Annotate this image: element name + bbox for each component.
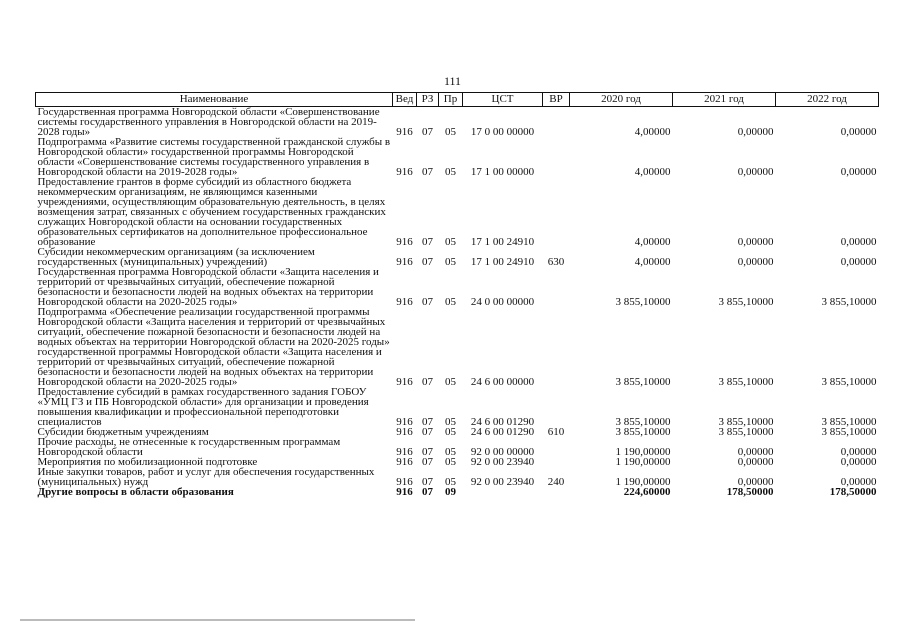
cell-y2020: 1 190,00000 [615,446,671,458]
table-row [36,487,879,497]
cell-y2020: 3 855,10000 [615,296,671,308]
cell-vr [543,107,570,138]
table-body [36,107,879,498]
cell-pr: 05 [445,376,456,388]
cell-ved: 916 [396,476,413,488]
header-ved: Вед [393,93,417,107]
header-vr: ВР [543,93,570,107]
cell-y2020: 4,00000 [634,166,671,178]
cell-ved: 916 [396,166,413,178]
cell-pr: 05 [445,256,456,268]
cell-vr [543,137,570,177]
cell-y2022: 3 855,10000 [821,376,877,388]
cell-rz: 07 [422,376,433,388]
cell-rz: 07 [422,426,433,438]
cell-pr: 05 [445,296,456,308]
header-2022: 2022 год [776,93,879,107]
cell-rz: 07 [422,256,433,268]
cell-rz: 07 [422,476,433,488]
cell-y2021: 0,00000 [737,456,774,468]
header-pr: Пр [439,93,463,107]
cell-y2022: 178,50000 [829,486,877,498]
cell-ved: 916 [396,296,413,308]
cell-rz: 07 [422,166,433,178]
cell-vr [543,307,570,387]
table-row [36,137,879,177]
cell-name: Подпрограмма «Развитие системы государственной гражданской службы в Новгородской области» государственной программы Новгородской области «Совершенствование системы государственного управления в Новгородской области на 2019-2028 годы» [37,136,391,178]
cell-y2021: 3 855,10000 [718,296,774,308]
cell-y2020: 4,00000 [634,236,671,248]
cell-rz: 07 [422,486,433,498]
cell-y2020: 224,60000 [623,486,671,498]
cell-name: Иные закупки товаров, работ и услуг для обеспечения государственных (муниципальных) нужд [37,466,375,488]
cell-name: Субсидии некоммерческим организациям (за исключением государственных (муниципальных) учреждений) [37,246,315,268]
header-rz: РЗ [417,93,439,107]
cell-y2021: 3 855,10000 [718,426,774,438]
cell-ved: 916 [396,376,413,388]
cell-name: Мероприятия по мобилизационной подготовке [37,456,258,468]
cell-y2022: 0,00000 [840,446,877,458]
cell-name: Подпрограмма «Обеспечение реализации государственной программы Новгородской области «Защита населения и территорий от чрезвычайных ситуаций, обеспечение пожарной безопасности и безопасности людей на водных объектах на территории Новгородской области на 2020-2025 годы» государственной программы Новгородской области «Защита населения и территорий от чрезвычайных ситуаций, обеспечение пожарной безопасности и безопасности людей на водных объектах на территории Новгородской области на 2020-2025 годы» [37,306,390,388]
cell-y2022: 0,00000 [840,256,877,268]
table-row [36,387,879,427]
cell-y2021: 0,00000 [737,256,774,268]
cell-cst: 17 1 00 24910 [470,256,535,268]
cell-vr [543,387,570,427]
cell-y2020: 3 855,10000 [615,426,671,438]
cell-y2022: 0,00000 [840,456,877,468]
cell-ved: 916 [396,486,413,498]
cell-ved: 916 [396,236,413,248]
cell-pr: 09 [445,486,456,498]
cell-ved: 916 [396,416,413,428]
cell-rz: 07 [422,296,433,308]
cell-pr: 05 [445,426,456,438]
cell-vr [543,437,570,457]
cell-pr: 05 [445,456,456,468]
table-row [36,177,879,247]
cell-name: Другие вопросы в области образования [37,486,234,498]
cell-y2021: 178,50000 [726,486,774,498]
cell-cst: 24 6 00 01290 [470,416,535,428]
cell-cst: 17 1 00 24910 [470,236,535,248]
cell-pr: 05 [445,236,456,248]
header-2021: 2021 год [673,93,776,107]
cell-y2021: 0,00000 [737,476,774,488]
cell-cst: 24 6 00 01290 [470,426,535,438]
cell-pr: 05 [445,126,456,138]
cell-cst: 92 0 00 23940 [470,456,535,468]
table-row [36,307,879,387]
cell-ved: 916 [396,426,413,438]
header-2020: 2020 год [570,93,673,107]
cell-rz: 07 [422,416,433,428]
cell-vr: 610 [547,426,565,438]
cell-cst: 24 0 00 00000 [470,296,535,308]
cell-y2021: 0,00000 [737,236,774,248]
cell-y2020: 3 855,10000 [615,376,671,388]
cell-y2021: 3 855,10000 [718,376,774,388]
cell-y2022: 3 855,10000 [821,426,877,438]
page-number: 111 [443,74,462,88]
cell-vr: 240 [547,476,565,488]
cell-name: Государственная программа Новгородской области «Защита населения и территорий от чрезвычайных ситуаций, обеспечение пожарной безопасности и безопасности людей на водных объектах на территории Новгородской области на 2020-2025 годы» [37,266,379,308]
cell-y2022: 0,00000 [840,126,877,138]
cell-name: Предоставление грантов в форме субсидий из областного бюджета некоммерческим организациям, не являющимся казенными учреждениями, осуществляющим образовательную деятельность, в целях возмещения затрат, связанных с обучением государственных гражданских служащих Новгородской области на основании государственных образовательных сертификатов на дополнительное профессиональное образование [37,176,386,248]
cell-vr [543,177,570,247]
cell-y2022: 0,00000 [840,166,877,178]
cell-pr: 05 [445,446,456,458]
cell-y2021: 0,00000 [737,446,774,458]
cell-rz: 07 [422,446,433,458]
cell-pr: 05 [445,416,456,428]
cell-vr [543,487,570,497]
cell-y2020: 1 190,00000 [615,476,671,488]
table-row [36,467,879,487]
cell-vr [543,267,570,307]
cell-cst: 24 6 00 00000 [470,376,535,388]
cell-pr: 05 [445,476,456,488]
cell-ved: 916 [396,456,413,468]
cell-rz: 07 [422,126,433,138]
cell-name: Прочие расходы, не отнесенные к государственным программам Новгородской области [37,436,341,458]
cell-ved: 916 [396,256,413,268]
cell-y2022: 3 855,10000 [821,296,877,308]
cell-ved: 916 [396,126,413,138]
cell-y2021: 0,00000 [737,126,774,138]
cell-cst [463,487,543,497]
cell-rz: 07 [422,456,433,468]
budget-table [35,92,879,497]
cell-y2022: 0,00000 [840,236,877,248]
cell-y2020: 4,00000 [634,126,671,138]
cell-name: Государственная программа Новгородской области «Совершенствование системы государственного управления в Новгородской области на 2019-2028 годы» [37,106,380,138]
cell-y2020: 4,00000 [634,256,671,268]
header-cst: ЦСТ [463,93,543,107]
cell-y2022: 0,00000 [840,476,877,488]
table-row [36,437,879,457]
cell-y2021: 3 855,10000 [718,416,774,428]
cell-name: Предоставление субсидий в рамках государственного задания ГОБОУ «УМЦ ГЗ и ПБ Новгородской области» для организации и проведения повышения квалификации и профессиональной переподготовки специалистов [37,386,369,428]
cell-cst: 92 0 00 23940 [470,476,535,488]
cell-y2022: 3 855,10000 [821,416,877,428]
cell-vr: 630 [547,256,565,268]
cell-rz: 07 [422,236,433,248]
table-row [36,107,879,138]
cell-pr: 05 [445,166,456,178]
cell-cst: 17 1 00 00000 [470,166,535,178]
cell-y2020: 1 190,00000 [615,456,671,468]
table-row [36,247,879,267]
cell-name: Субсидии бюджетным учреждениям [37,426,209,438]
cell-vr [543,457,570,467]
cell-cst: 17 0 00 00000 [470,126,535,138]
cell-y2020: 3 855,10000 [615,416,671,428]
scan-edge-bar [20,619,415,621]
table-header [36,93,879,107]
header-name: Наименование [36,93,393,107]
cell-cst: 92 0 00 00000 [470,446,535,458]
cell-ved: 916 [396,446,413,458]
cell-y2021: 0,00000 [737,166,774,178]
table-row [36,267,879,307]
